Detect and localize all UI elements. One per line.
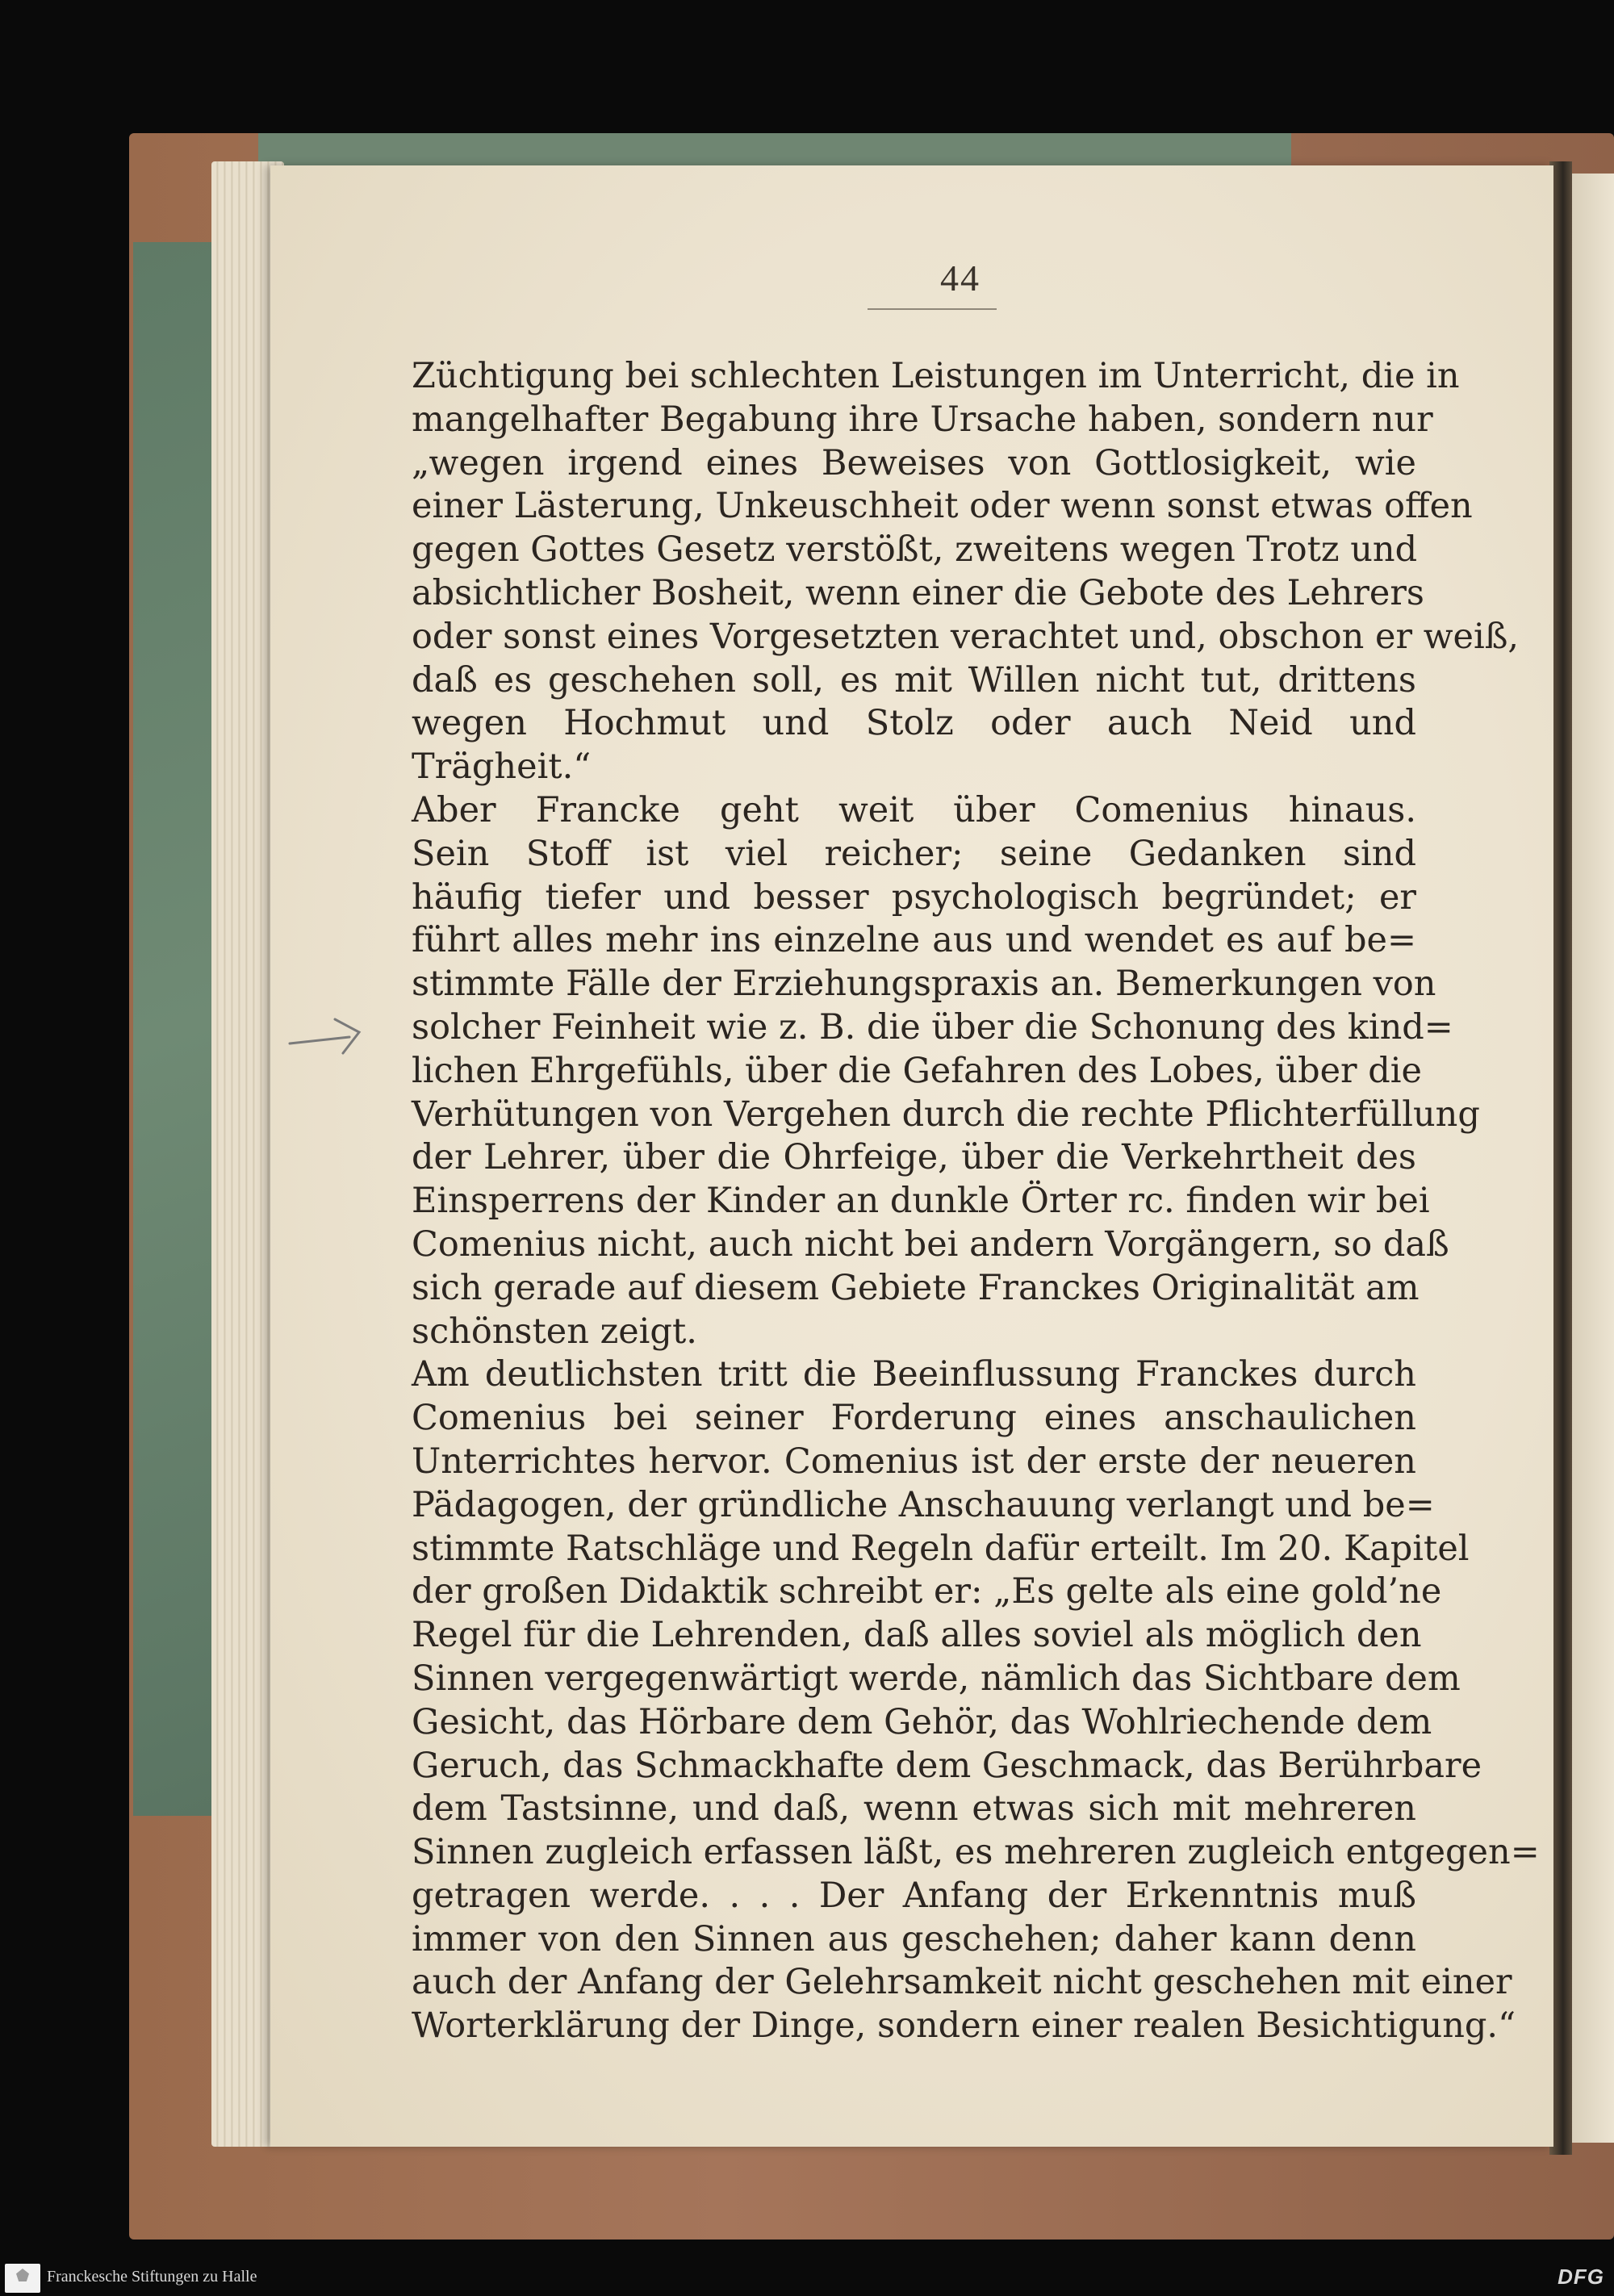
text-line: gegen Gottes Gesetz verstößt, zweitens wegen Trotz und [412, 529, 1418, 571]
text-line: Einsperrens der Kinder an dunkle Örter rc. finden wir bei [412, 1181, 1430, 1222]
text-line: der großen Didaktik schreibt er: „Es gelte als eine gold’ne [412, 1571, 1442, 1612]
text-line: einer Lästerung, Unkeuschheit oder wenn sonst etwas offen [412, 486, 1473, 527]
text-line: Geruch, das Schmackhafte dem Geschmack, das Berührbare [412, 1745, 1482, 1786]
institution-logo-icon [5, 2264, 40, 2293]
dfg-badge: DFG [1558, 2265, 1604, 2289]
cover-green-strip [258, 133, 1291, 169]
text-line: Sein Stoff ist viel reicher; seine Gedanken sind [412, 833, 1416, 874]
text-line: getragen werde. . . . Der Anfang der Erkenntnis muß [412, 1875, 1416, 1916]
facing-page-edge [1572, 174, 1614, 2143]
text-line: der Lehrer, über die Ohrfeige, über die Verkehrtheit des [412, 1137, 1416, 1178]
page-number: 44 [940, 257, 981, 299]
text-line: „wegen irgend eines Beweises von Gottlosigkeit, wie [412, 442, 1416, 483]
text-line: stimmte Fälle der Erziehungspraxis an. Bemerkungen von [412, 964, 1436, 1005]
footer-institution: Franckesche Stiftungen zu Halle [47, 2268, 257, 2286]
text-line: stimmte Ratschläge und Regeln dafür erteilt. Im 20. Kapitel [412, 1528, 1470, 1569]
text-line: Comenius nicht, auch nicht bei andern Vorgängern, so daß [412, 1223, 1449, 1265]
text-line: auch der Anfang der Gelehrsamkeit nicht geschehen mit einer [412, 1962, 1512, 2003]
text-line: wegen Hochmut und Stolz oder auch Neid und [412, 703, 1416, 744]
text-line: absichtlicher Bosheit, wenn einer die Gebote des Lehrers [412, 572, 1424, 613]
text-line: Aber Francke geht weit über Comenius hinaus. [412, 789, 1416, 830]
text-line: Am deutlichsten tritt die Beeinflussung Franckes durch [412, 1354, 1416, 1395]
text-line: Comenius bei seiner Forderung eines anschaulichen [412, 1398, 1416, 1439]
text-line: Gesicht, das Hörbare dem Gehör, das Wohlriechende dem [412, 1701, 1432, 1742]
pencil-mark-icon [286, 1013, 367, 1061]
text-line: Verhütungen von Vergehen durch die rechte Pflichterfüllung [412, 1094, 1480, 1135]
text-line: dem Tastsinne, und daß, wenn etwas sich mit mehreren [412, 1788, 1416, 1830]
text-line: häufig tiefer und besser psychologisch begründet; er [412, 876, 1416, 918]
text-line: solcher Feinheit wie z. B. die über die Schonung des kind= [412, 1006, 1453, 1048]
text-line: Sinnen zugleich erfassen läßt, es mehreren zugleich entgegen= [412, 1832, 1540, 1873]
text-line: führt alles mehr ins einzelne aus und wendet es auf be= [412, 920, 1416, 961]
text-line: schönsten zeigt. [412, 1311, 697, 1352]
text-line: immer von den Sinnen aus geschehen; daher kann denn [412, 1918, 1416, 1959]
text-line: mangelhafter Begabung ihre Ursache haben, sondern nur [412, 399, 1433, 440]
text-line: daß es geschehen soll, es mit Willen nicht tut, drittens [412, 659, 1416, 701]
body-text [412, 355, 1540, 2048]
text-line: Züchtigung bei schlechten Leistungen im Unterricht, die in [412, 356, 1460, 396]
text-line: Trägheit.“ [412, 747, 592, 788]
text-line: lichen Ehrgefühls, über die Gefahren des Lobes, über die [412, 1050, 1422, 1091]
text-line: Sinnen vergegenwärtigt werde, nämlich das Sichtbare dem [412, 1658, 1461, 1699]
text-line: Worterklärung der Dinge, sondern einer realen Besichtigung.“ [412, 2005, 1516, 2047]
text-line: oder sonst eines Vorgesetzten verachtet und, obschon er weiß, [412, 616, 1520, 657]
text-line: Regel für die Lehrenden, daß alles soviel als möglich den [412, 1615, 1422, 1656]
text-line: Pädagogen, der gründliche Anschauung verlangt und be= [412, 1484, 1435, 1525]
text-line: sich gerade auf diesem Gebiete Franckes Originalität am [412, 1267, 1420, 1308]
text-line: Unterrichtes hervor. Comenius ist der erste der neueren [412, 1441, 1416, 1482]
page-number-rule [868, 308, 997, 310]
